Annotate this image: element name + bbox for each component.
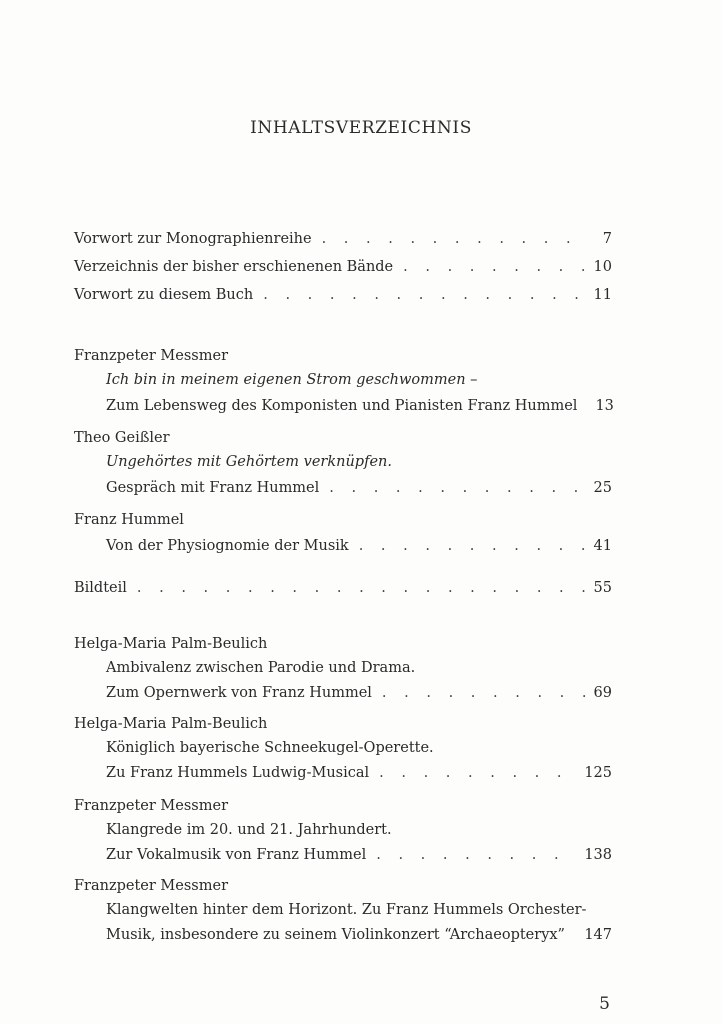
toc-entry-page: 125 [584, 765, 612, 781]
toc-entry-violinkonzert [106, 925, 612, 945]
toc-entry-bildteil [74, 578, 612, 598]
toc-entry-page: 55 [593, 580, 612, 596]
dot-leader [382, 683, 586, 703]
toc-author: Franzpeter Messmer [74, 798, 228, 814]
dot-leader [322, 229, 588, 249]
dot-leader [403, 257, 585, 277]
toc-entry-page: 10 [593, 259, 612, 275]
toc-entry-title: Zur Vokalmusik von Franz Hummel [106, 847, 367, 863]
toc-entry-ludwig-musical [106, 763, 612, 783]
toc-entry-verzeichnis [74, 257, 612, 277]
toc-author: Franzpeter Messmer [74, 878, 228, 894]
toc-author: Helga-Maria Palm-Beulich [74, 716, 268, 732]
toc-entry-title: Zum Lebensweg des Komponisten und Pianisten Franz Hummel [106, 398, 578, 414]
toc-entry-opernwerk [106, 683, 612, 703]
toc-essay-title: Klangwelten hinter dem Horizont. Zu Franz Hummels Orchester- [106, 902, 587, 918]
toc-entry-title: Vorwort zu diesem Buch [74, 287, 254, 303]
toc-essay-title: Ich bin in meinem eigenen Strom geschwommen – [106, 372, 478, 388]
toc-essay-title: Königlich bayerische Schneekugel-Operette. [106, 740, 434, 756]
toc-entry-title: Von der Physiognomie der Musik [106, 538, 349, 554]
toc-entry-title: Vorwort zur Monographienreihe [74, 231, 312, 247]
dot-leader [359, 536, 586, 556]
toc-entry-page: 7 [602, 231, 612, 247]
toc-author: Franzpeter Messmer [74, 348, 228, 364]
dot-leader [329, 478, 585, 498]
toc-entry-page: 11 [593, 287, 612, 303]
toc-entry-title: Zu Franz Hummels Ludwig-Musical [106, 765, 370, 781]
toc-entry-page: 25 [593, 480, 612, 496]
page-title: INHALTSVERZEICHNIS [250, 118, 472, 138]
toc-entry-physiognomie [106, 536, 612, 556]
toc-essay-title: Ambivalenz zwischen Parodie und Drama. [106, 660, 416, 676]
dot-leader [379, 763, 576, 783]
toc-author: Theo Geißler [74, 430, 170, 446]
toc-entry-title: Bildteil [74, 580, 127, 596]
toc-entry-page: 41 [593, 538, 612, 554]
dot-leader [137, 578, 586, 598]
toc-entry-title: Gespräch mit Franz Hummel [106, 480, 320, 496]
toc-entry-gespraech [106, 478, 612, 498]
dot-leader [376, 845, 576, 865]
page-number: 5 [599, 994, 610, 1014]
dot-leader [575, 925, 576, 945]
toc-entry-title: Verzeichnis der bisher erschienenen Bände [74, 259, 394, 275]
toc-author: Franz Hummel [74, 512, 184, 528]
dot-leader [263, 285, 585, 305]
toc-entry-page: 138 [584, 847, 612, 863]
toc-entry-title: Musik, insbesondere zu seinem Violinkonzert “Archaeopteryx” [106, 927, 565, 943]
toc-entry-page: 13 [595, 398, 614, 414]
toc-entry-page: 147 [584, 927, 612, 943]
toc-entry-page: 69 [593, 685, 612, 701]
toc-entry-title: Zum Opernwerk von Franz Hummel [106, 685, 372, 701]
toc-entry-vorwort-buch [74, 285, 612, 305]
toc-author: Helga-Maria Palm-Beulich [74, 636, 268, 652]
toc-essay-title: Klangrede im 20. und 21. Jahrhundert. [106, 822, 392, 838]
toc-entry-vokalmusik [106, 845, 612, 865]
toc-entry-lebensweg [106, 396, 612, 416]
toc-essay-title: Ungehörtes mit Gehörtem verknüpfen. [106, 454, 392, 470]
toc-entry-vorwort-reihe [74, 229, 612, 249]
